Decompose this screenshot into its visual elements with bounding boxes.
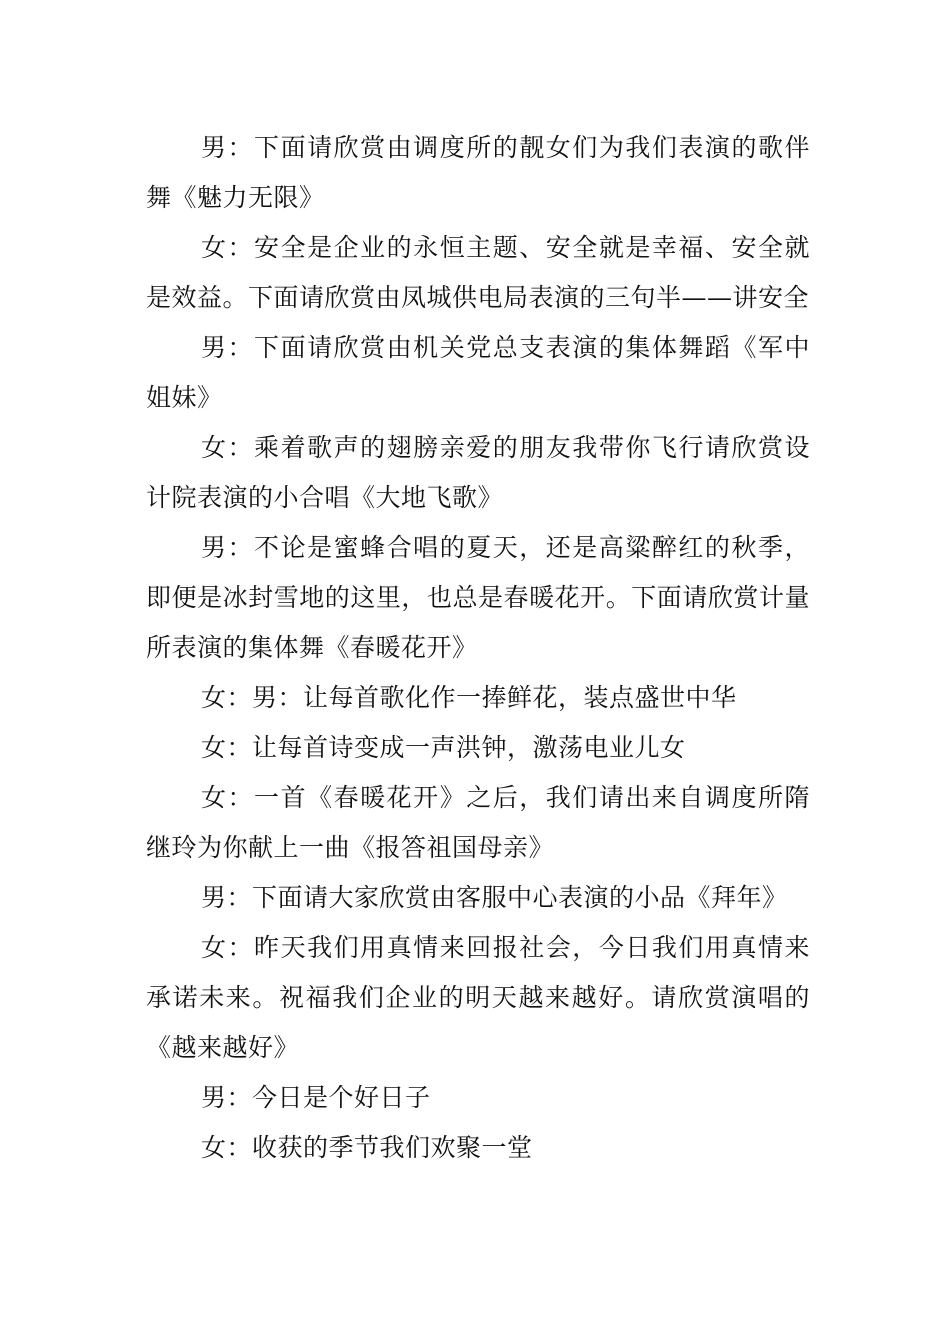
paragraph: 女：男：让每首歌化作一捧鲜花，装点盛世中华 bbox=[201, 683, 737, 712]
document-body bbox=[146, 123, 810, 1173]
paragraph: 女：收获的季节我们欢聚一堂 bbox=[201, 1133, 533, 1162]
paragraph: 男：下面请欣赏由机关党总支表演的集体舞蹈《军中姐妹》 bbox=[146, 333, 810, 412]
paragraph: 男：下面请欣赏由调度所的靓女们为我们表演的歌伴舞《魅力无限》 bbox=[146, 133, 810, 212]
paragraph: 男：不论是蜜蜂合唱的夏天，还是高粱醉红的秋季，即便是冰封雪地的这里，也总是春暖花开。下面请欣赏计量所表演的集体舞《春暖花开》 bbox=[146, 533, 810, 662]
paragraph: 女：安全是企业的永恒主题、安全就是幸福、安全就是效益。下面请欣赏由凤城供电局表演的三句半——讲安全 bbox=[146, 233, 810, 312]
paragraph: 女：昨天我们用真情来回报社会，今日我们用真情来承诺未来。祝福我们企业的明天越来越好。请欣赏演唱的《越来越好》 bbox=[146, 933, 810, 1062]
paragraph: 女：乘着歌声的翅膀亲爱的朋友我带你飞行请欣赏设计院表演的小合唱《大地飞歌》 bbox=[146, 433, 810, 512]
paragraph: 女：让每首诗变成一声洪钟，激荡电业儿女 bbox=[201, 733, 686, 762]
paragraph: 男：今日是个好日子 bbox=[201, 1083, 431, 1112]
paragraph: 女：一首《春暖花开》之后，我们请出来自调度所隋继玲为你献上一曲《报答祖国母亲》 bbox=[146, 783, 810, 862]
paragraph: 男：下面请大家欣赏由客服中心表演的小品《拜年》 bbox=[201, 883, 788, 912]
